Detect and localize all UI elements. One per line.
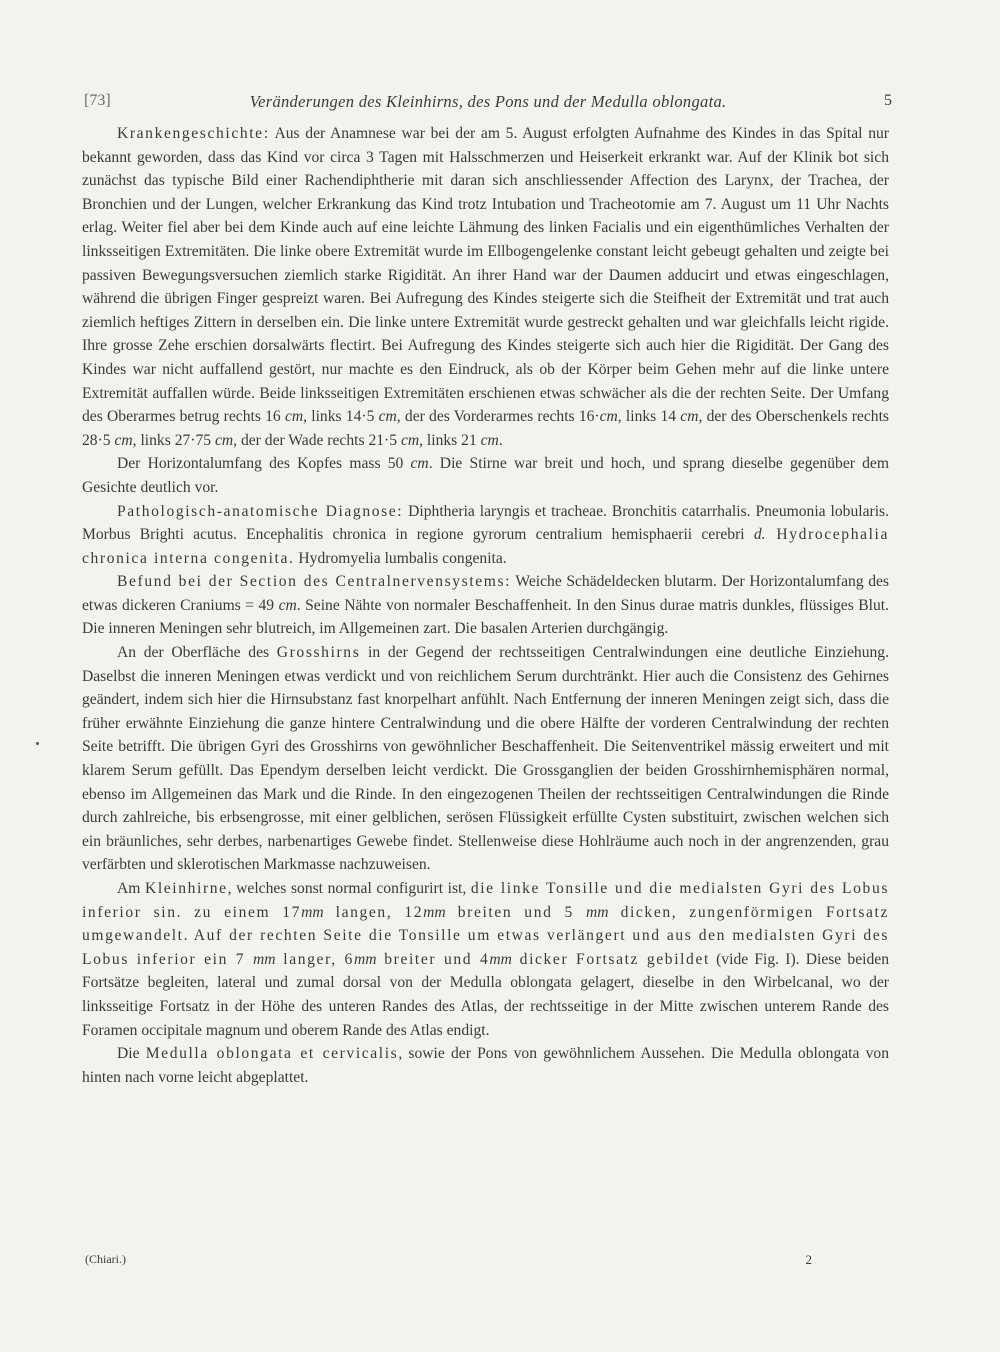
running-title: Veränderungen des Kleinhirns, des Pons und der Medulla oblongata. [249,92,727,111]
spaced-text: dicken, zungenförmigen Fortsatz umgewandelt. [82,903,889,945]
spaced-text: Hydrocephalia chronica interna congenita. [82,526,890,567]
paragraph-medulla [82,1042,889,1089]
margin-speck [36,742,39,745]
spaced-text: die linke Tonsille und die medialsten Gyri des Lobus inferior sin. zu einem 17 [82,880,890,921]
section-lead: Pathologisch-anatomische Diagnose: [117,502,404,520]
paragraph-case-history [82,122,889,452]
unit: cm [214,431,234,449]
text: Weiche Schädeldecken blutarm. Der Horizontalumfang des etwas dickeren Craniums = 49 [82,573,889,614]
page-reference: [73] [84,92,111,109]
spaced-text: Medulla oblongata et cervicalis [145,1045,399,1063]
paragraph-diagnosis [82,500,889,571]
unit: mm [423,903,446,921]
text: . Die Stirne war breit und hoch, und sprang dieselbe gegenüber dem Gesichte deutlich vor. [82,455,889,496]
section-lead: Krankengeschichte: [117,125,270,142]
text: , links 14·5 [303,408,379,426]
text: . [498,431,503,449]
text: . Seine Nähte von normaler Beschaffenheit. In den Sinus durae matris dunkles, flüssiges Blut. Die inneren Meningen sehr blutreich, im Allgemeinen zart. Die basalen Arterien durchgängig. [82,596,889,638]
text: Hydromyelia lumbalis congenita. [294,549,507,567]
spaced-text: breiter und 4 [376,950,490,968]
text: , der der Wade rechts 21·5 [233,431,401,449]
unit: cm [400,431,420,449]
text: Der Horizontalumfang des Kopfes mass 50 [117,455,411,473]
spaced-text: langen, 12 [323,903,424,921]
text: in der Gegend der rechtsseitigen Centralwindungen eine deutliche Einziehung. Daselbst die inneren Meningen etwas verdickt und von reichlichem Serum durchtränkt. Hier auch die Consistenz des Gehirnes geändert, indem sich hier die Hirnsubstanz fast knorpelhart anfühlt. Nach Entfernung der inneren Meningen zeigt sich, dass die früher erwähnte Einziehung die ganze hintere Centralwindung und die obere Hälfte der vorderen Centralwindung der rechten Seite betrifft. Die übrigen Gyri des Grosshirns von gewöhnlicher Beschaffenheit. Die Seitenventrikel mässig erweitert und mit klarem Serum gefüllt. Das Ependym derselben leicht verdickt. Die Grossganglien der beiden Grosshirnhemisphären normal, ebenso im Allgemeinen das Mark und die Rinde. In den eingezogenen Theilen der rechtsseitigen Centralwindungen die Rinde durch zahlreiche, bis erbsengrosse, mit einer gelblichen, serösen Flüssigkeit erfüllte Cysten substituirt, zwischen welchen sich ein bräunliches, sehr derbes, narbenartiges Gewebe findet. Stellenweise diese Hohlräume auch noch in der angrenzenden, grau verfärbten und sklerotischen Markmasse nachzuweisen. [82,644,889,874]
author-note: (Chiari.) [85,1252,126,1266]
text: , links 27·75 [132,431,215,449]
running-head [84,92,892,114]
text: Am [117,880,145,897]
text: , welches sonst normal configurirt ist, [227,880,471,897]
signature-mark: 2 [805,1252,812,1267]
text: , links 21 [419,431,481,449]
unit: mm [252,950,276,968]
paragraph-cerebrum [82,641,889,877]
spaced-text: breiten und 5 [445,903,586,921]
text: Die [117,1045,146,1063]
paragraph-cerebellum [82,877,889,1042]
section-lead: Befund bei der Section des Centralnervensystems: [117,573,512,591]
article-body [82,122,889,1089]
spaced-text: Grosshirns [276,644,361,662]
text: Diphtheria laryngis et tracheae. Bronchitis catarrhalis. Pneumonia lobularis. Morbus Brighti acutus. Encephalitis chronica in regione gyrorum centralium hemisphaerii cerebri [82,502,889,544]
text: , links 14 [617,408,681,426]
paragraph-head-circumference [82,452,889,499]
unit: mm [489,950,512,968]
unit: cm [284,408,304,426]
unit: cm [599,408,618,426]
spaced-text: Kleinhirne [144,880,228,897]
unit: cm [378,408,397,426]
text: , der des Vorderarmes rechts 16· [396,408,600,426]
paragraph-text: Aus der Anamnese war bei der am 5. August erfolgten Aufnahme des Kindes in das Spital nur bekannt geworden, dass das Kind vor circa 3 Tagen mit Halsschmerzen und Heiserkeit erkrankt war. Auf der Klinik bot sich zunächst das typische Bild einer Rachendiphtherie mit daran sich anschliessender Affection des Larynx, der Trachea, der Bronchien und der Lungen, welcher Erkrankung das Kind trotz Intubation und Tracheotomie am 7. August um 11 Uhr Nachts erlag. Weiter fiel aber bei dem Kinde auch auf eine leichte Lähmung des linken Facialis und ein eigenthümliches Verhalten der linksseitigen Extremitäten. Die linke obere Extremität wurde im Ellbogengelenke constant leicht gebeugt gehalten und zeigte bei passiven Bewegungsversuchen ziemlich starke Rigidität. An ihrer Hand war der Daumen adducirt und etwas eingeschlagen, während die übrigen Finger gespreizt waren. Bei Aufregung des Kindes steigerte sich die Steifheit der Extremität und trat auch ziemlich heftiges Zittern in derselben ein. Die linke untere Extremität wurde gestreckt gehalten und war gleichfalls leicht rigide. Ihre grosse Zehe erschien dorsalwärts flectirt. Bei Aufregung des Kindes steigerte sich auch hier die Rigidität. Der Gang des Kindes war nicht auffallend gestört, nur machte es den Eindruck, als ob der Körper beim Gehen mehr auf die linke untere Extremität auffallen würde. Beide linksseitigen Extremitäten erschienen etwas schwächer als die der rechten Seite. Der Umfang des Oberarmes betrug rechts 16 [82,125,889,426]
text: , sowie der Pons von gewöhnlichem Aussehen. Die Medulla oblongata von hinten nach vorne leicht abgeplattet. [82,1045,889,1086]
unit: cm [410,455,429,473]
paragraph-section-findings [82,570,889,641]
spaced-text: Auf der rechten Seite die Tonsille um etwas verlängert und aus den medialsten Gyri des Lobus inferior ein 7 [82,927,889,968]
text: An der Oberfläche des [117,644,277,662]
unit: mm [301,903,324,921]
text: , der des Oberschenkels rechts 28·5 [82,408,889,449]
unit: cm [278,596,297,614]
text: (vide Fig. I). Diese beiden Fortsätze begleiten, lateral und zumal dorsal von der Medulla oblongata gelagert, dieselbe in den Wirbelcanal, wo der linksseitige Fortsatz in der Höhe des unteren Randes des Atlas, der rechtsseitige in der Mitte zwischen unterem Rande des Foramen occipitale magnum und oberem Rande des Atlas endigt. [82,950,889,1039]
spaced-text: dicker Fortsatz gebildet [511,950,710,968]
unit: cm [114,431,133,449]
unit: mm [586,903,609,921]
page-number: 5 [884,92,892,109]
unit: cm [480,431,499,449]
spaced-text: langer, 6 [275,950,354,968]
unit: cm [680,408,699,426]
unit: mm [353,950,377,968]
italic-letter: d. [753,526,766,544]
